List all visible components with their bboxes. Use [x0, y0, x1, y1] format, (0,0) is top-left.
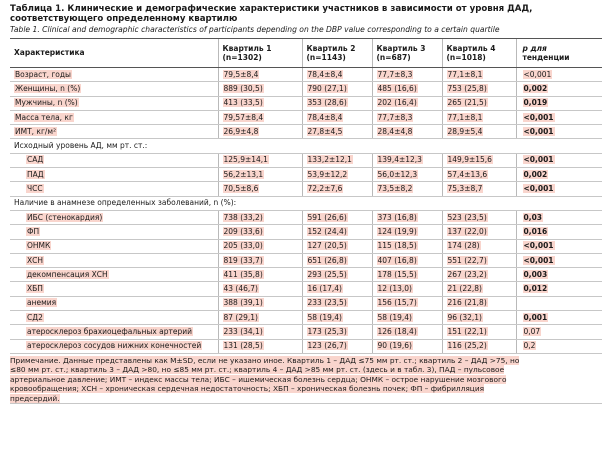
cell-q3: 139,4±12,3	[372, 153, 442, 167]
cell-p-value: 0,016	[516, 225, 602, 239]
section-baseline-bp-label: Исходный уровень АД, мм рт. ст.:	[10, 139, 602, 153]
cell-q2: 651 (26,8)	[302, 253, 372, 267]
cell-q4: 267 (23,2)	[442, 268, 516, 282]
header-quartile-3: Квартиль 3 (n=687)	[372, 39, 442, 68]
table-row	[10, 296, 602, 310]
row-label: ХСН	[10, 253, 218, 267]
row-label: СД2	[10, 311, 218, 325]
cell-q1: 388 (39,1)	[218, 296, 302, 310]
cell-p-value: <0,001	[516, 239, 602, 253]
document-page	[10, 4, 602, 404]
cell-q4: 551 (22,7)	[442, 253, 516, 267]
cell-q1: 26,9±4,8	[218, 125, 302, 139]
table-row	[10, 96, 602, 110]
note-line-5: предсердий.	[10, 393, 60, 403]
cell-q4: 753 (25,8)	[442, 82, 516, 96]
note-line-3: артериальное давление; ИМТ – индекс массы тела; ИБС – ишемическая болезнь сердца; ОНМК – острое нарушение мозгового	[10, 374, 507, 384]
row-label: ОНМК	[10, 239, 218, 253]
section-baseline-bp	[10, 139, 602, 153]
cell-q3: 73,5±8,2	[372, 182, 442, 196]
row-label: Мужчины, n (%)	[10, 96, 218, 110]
table-note	[10, 353, 602, 403]
cell-q2: 233 (23,5)	[302, 296, 372, 310]
cell-q4: 75,3±8,7	[442, 182, 516, 196]
table-title-line-1: Таблица 1. Клинические и демографические характеристики участников в зависимости от уровня ДАД,	[10, 4, 533, 14]
cell-q1: 87 (29,1)	[218, 311, 302, 325]
row-label: ИМТ, кг/м²	[10, 125, 218, 139]
cell-q2: 123 (26,7)	[302, 339, 372, 353]
cell-q3: 373 (16,8)	[372, 210, 442, 224]
cell-p-value: 0,002	[516, 82, 602, 96]
row-label: Женщины, n (%)	[10, 82, 218, 96]
cell-q4: 57,4±13,6	[442, 168, 516, 182]
cell-q3: 12 (13,0)	[372, 282, 442, 296]
cell-q4: 77,1±8,1	[442, 110, 516, 124]
table-subtitle-en: Table 1. Clinical and demographic characteristics of participants depending on the DBP value corresponding to a certain quartile	[10, 25, 500, 34]
cell-q2: 127 (20,5)	[302, 239, 372, 253]
row-label: атеросклероз сосудов нижних конечностей	[10, 339, 218, 353]
cell-q3: 124 (19,9)	[372, 225, 442, 239]
cell-q1: 131 (28,5)	[218, 339, 302, 353]
table-title-line-2: соответствующего определенному квартилю	[10, 14, 238, 24]
cell-q4: 21 (22,8)	[442, 282, 516, 296]
cell-q3: 156 (15,7)	[372, 296, 442, 310]
cell-q1: 819 (33,7)	[218, 253, 302, 267]
cell-q3: 115 (18,5)	[372, 239, 442, 253]
cell-q3: 77,7±8,3	[372, 68, 442, 82]
cell-q2: 591 (26,6)	[302, 210, 372, 224]
cell-q2: 78,4±8,4	[302, 68, 372, 82]
table-row	[10, 110, 602, 124]
cell-p-value: 0,003	[516, 268, 602, 282]
table-row	[10, 268, 602, 282]
cell-q1: 209 (33,6)	[218, 225, 302, 239]
row-label: декомпенсация ХСН	[10, 268, 218, 282]
cell-p-value: 0,2	[516, 339, 602, 353]
cell-q1: 70,5±8,6	[218, 182, 302, 196]
cell-q4: 96 (32,1)	[442, 311, 516, 325]
table-row	[10, 253, 602, 267]
cell-q3: 485 (16,6)	[372, 82, 442, 96]
cell-q4: 137 (22,0)	[442, 225, 516, 239]
cell-p-value: <0,001	[516, 253, 602, 267]
cell-p-value	[516, 296, 602, 310]
cell-q3: 28,4±4,8	[372, 125, 442, 139]
cell-q2: 790 (27,1)	[302, 82, 372, 96]
cell-q3: 126 (18,4)	[372, 325, 442, 339]
cell-q2: 133,2±12,1	[302, 153, 372, 167]
cell-p-value: 0,019	[516, 96, 602, 110]
cell-p-value: <0,001	[516, 68, 602, 82]
row-label: анемия	[10, 296, 218, 310]
cell-q1: 233 (34,1)	[218, 325, 302, 339]
row-label: атеросклероз брахиоцефальных артерий	[10, 325, 218, 339]
cell-p-value: <0,001	[516, 125, 602, 139]
row-label: Масса тела, кг	[10, 110, 218, 124]
note-line-2: ≤80 мм рт. ст.; квартиль 3 – ДАД >80, но ≤85 мм рт. ст.; квартиль 4 – ДАД >85 мм рт. ст. (здесь и в табл. 3), ПАД – пульсовое	[10, 365, 505, 375]
row-label: ИБС (стенокардия)	[10, 210, 218, 224]
section-history-diseases	[10, 196, 602, 210]
cell-q3: 77,7±8,3	[372, 110, 442, 124]
table-row	[10, 325, 602, 339]
cell-q2: 53,9±12,2	[302, 168, 372, 182]
note-line-4: кровообращения; ХСН – хроническая сердечная недостаточность; ХБП – хроническая болезнь почек; ФП – фибрилляция	[10, 384, 485, 394]
cell-q4: 149,9±15,6	[442, 153, 516, 167]
cell-q1: 79,57±8,4	[218, 110, 302, 124]
cell-q1: 411 (35,8)	[218, 268, 302, 282]
cell-p-value: 0,07	[516, 325, 602, 339]
cell-q2: 72,2±7,6	[302, 182, 372, 196]
cell-q2: 16 (17,4)	[302, 282, 372, 296]
cell-q4: 77,1±8,1	[442, 68, 516, 82]
cell-p-value: 0,012	[516, 282, 602, 296]
cell-q3: 407 (16,8)	[372, 253, 442, 267]
cell-q4: 265 (21,5)	[442, 96, 516, 110]
row-label: ХБП	[10, 282, 218, 296]
table-row	[10, 168, 602, 182]
cell-q1: 205 (33,0)	[218, 239, 302, 253]
table-row	[10, 311, 602, 325]
cell-q4: 216 (21,8)	[442, 296, 516, 310]
cell-q4: 28,9±5,4	[442, 125, 516, 139]
cell-q2: 293 (25,5)	[302, 268, 372, 282]
row-label: ФП	[10, 225, 218, 239]
header-quartile-2: Квартиль 2 (n=1143)	[302, 39, 372, 68]
cell-q4: 151 (22,1)	[442, 325, 516, 339]
cell-q3: 58 (19,4)	[372, 311, 442, 325]
table-row	[10, 210, 602, 224]
cell-q1: 79,5±8,4	[218, 68, 302, 82]
table-header-row	[10, 39, 602, 68]
table-row	[10, 153, 602, 167]
row-label: Возраст, годы	[10, 68, 218, 82]
cell-q4: 116 (25,2)	[442, 339, 516, 353]
row-label: САД	[10, 153, 218, 167]
table-row	[10, 68, 602, 82]
table-row	[10, 239, 602, 253]
row-label: ЧСС	[10, 182, 218, 196]
cell-q2: 58 (19,4)	[302, 311, 372, 325]
cell-p-value: 0,002	[516, 168, 602, 182]
cell-p-value: 0,03	[516, 210, 602, 224]
cell-q1: 413 (33,5)	[218, 96, 302, 110]
cell-p-value: <0,001	[516, 153, 602, 167]
cell-p-value: 0,001	[516, 311, 602, 325]
cell-q1: 125,9±14,1	[218, 153, 302, 167]
table-note-row	[10, 353, 602, 403]
table-row	[10, 125, 602, 139]
header-quartile-4: Квартиль 4 (n=1018)	[442, 39, 516, 68]
cell-q1: 43 (46,7)	[218, 282, 302, 296]
cell-q1: 738 (33,2)	[218, 210, 302, 224]
header-characteristic: Характеристика	[10, 39, 218, 68]
note-line-1: Примечание. Данные представлены как M±SD, если не указано иное. Квартиль 1 – ДАД ≤75 мм рт. ст.; квартиль 2 – ДАД >75, но	[10, 355, 520, 365]
cell-q1: 56,2±13,1	[218, 168, 302, 182]
table-row	[10, 182, 602, 196]
table-row	[10, 82, 602, 96]
cell-q3: 90 (19,6)	[372, 339, 442, 353]
section-history-diseases-label: Наличие в анамнезе определенных заболеваний, n (%):	[10, 196, 602, 210]
cell-p-value: <0,001	[516, 110, 602, 124]
header-quartile-1: Квартиль 1 (n=1302)	[218, 39, 302, 68]
cell-q2: 173 (25,3)	[302, 325, 372, 339]
header-p-trend: p для тенденции	[516, 39, 602, 68]
characteristics-table	[10, 38, 602, 404]
cell-q2: 78,4±8,4	[302, 110, 372, 124]
cell-q3: 178 (15,5)	[372, 268, 442, 282]
cell-q4: 523 (23,5)	[442, 210, 516, 224]
table-row	[10, 282, 602, 296]
cell-q3: 202 (16,4)	[372, 96, 442, 110]
cell-q2: 152 (24,4)	[302, 225, 372, 239]
table-row	[10, 339, 602, 353]
table-row	[10, 225, 602, 239]
cell-q2: 27,8±4,5	[302, 125, 372, 139]
cell-q3: 56,0±12,3	[372, 168, 442, 182]
cell-q1: 889 (30,5)	[218, 82, 302, 96]
cell-p-value: <0,001	[516, 182, 602, 196]
cell-q4: 174 (28)	[442, 239, 516, 253]
cell-q2: 353 (28,6)	[302, 96, 372, 110]
row-label: ПАД	[10, 168, 218, 182]
table-title	[10, 4, 602, 24]
